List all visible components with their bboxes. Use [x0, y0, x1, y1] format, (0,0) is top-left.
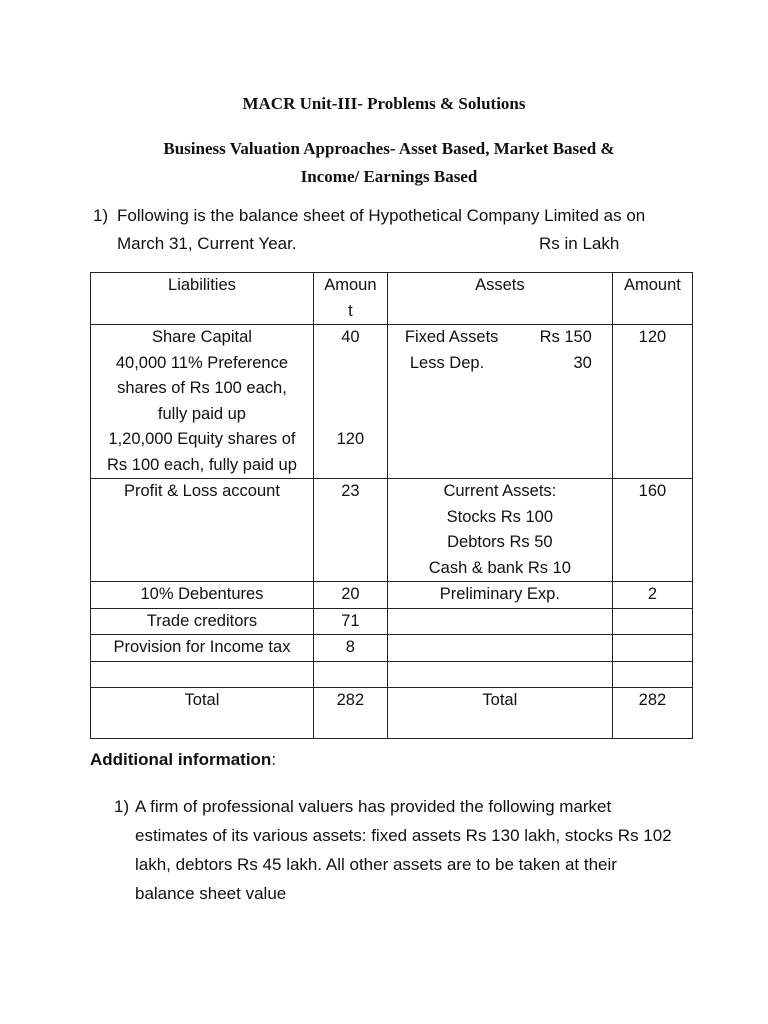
less-dep-value: 30 [573, 353, 592, 372]
additional-item-1 [116, 792, 676, 908]
total-label-right: Total [387, 687, 612, 738]
additional-info-heading [90, 750, 276, 770]
liab-creditors: Trade creditors [91, 608, 314, 635]
empty-cell [612, 608, 692, 635]
liab-debentures: 10% Debentures [91, 582, 314, 609]
fixed-assets-label: Fixed Assets [404, 328, 499, 346]
asset-preliminary: Preliminary Exp. [387, 582, 612, 609]
empty-cell [612, 635, 692, 662]
amt-preliminary: 2 [612, 582, 692, 609]
additional-info-colon: : [271, 750, 277, 769]
amt-profit-loss: 23 [313, 479, 387, 582]
liab-share-capital: Share Capital 40,000 11% Preference shares of Rs 100 each, fully paid up 1,20,000 Equity shares of Rs 100 each, fully paid up [91, 325, 314, 479]
question-unit: Rs in Lakh [539, 234, 620, 253]
doc-title: MACR Unit-III- Problems & Solutions [242, 94, 526, 113]
question-line-2: March 31, Current Year. [117, 234, 297, 253]
header-amount-left [313, 273, 387, 325]
question-line-1: Following is the balance sheet of Hypothetical Company Limited as on [117, 206, 646, 225]
amt-debentures: 20 [313, 582, 387, 609]
question-1 [93, 202, 703, 258]
total-label-left: Total [91, 687, 314, 738]
asset-fixed [387, 325, 612, 479]
table-row [91, 608, 693, 635]
empty-cell [387, 661, 612, 687]
balance-sheet-table [90, 272, 693, 739]
fixed-assets-value: Rs 150 [539, 328, 592, 346]
total-right: 282 [612, 687, 692, 738]
amt-creditors: 71 [313, 608, 387, 635]
amt-preference: 40 [341, 328, 360, 346]
empty-cell [387, 608, 612, 635]
less-dep-label: Less Dep. [409, 353, 485, 372]
asset-current: Current Assets: Stocks Rs 100 Debtors Rs 50 Cash & bank Rs 10 [387, 479, 612, 582]
total-row [91, 687, 693, 738]
subtitle-line-1: Business Valuation Approaches- Asset Based, Market Based & [163, 139, 615, 158]
table-row [91, 582, 693, 609]
additional-info-label: Additional information [90, 750, 272, 769]
amt-tax: 8 [313, 635, 387, 662]
header-liabilities: Liabilities [91, 273, 314, 325]
table-row [91, 661, 693, 687]
header-assets: Assets [387, 273, 612, 325]
header-amount-right: Amount [612, 273, 692, 325]
amt-current-assets: 160 [612, 479, 692, 582]
table-header-row [91, 273, 693, 325]
total-left: 282 [313, 687, 387, 738]
table-row [91, 479, 693, 582]
item-text: A firm of professional valuers has provided the following market estimates of its various assets: fixed assets Rs 130 lakh, stocks Rs 102 lakh, debtors Rs 45 lakh. All other assets are to be taken at their balance sheet value [135, 797, 672, 903]
liab-tax: Provision for Income tax [91, 635, 314, 662]
header-amount-left-text: Amoun t [324, 276, 377, 320]
empty-cell [387, 635, 612, 662]
amt-fixed-assets: 120 [612, 325, 692, 479]
amt-equity: 120 [336, 429, 365, 448]
doc-subtitle [100, 135, 678, 191]
empty-cell [91, 661, 314, 687]
empty-cell [313, 661, 387, 687]
empty-cell [612, 661, 692, 687]
item-number: 1) [114, 797, 130, 816]
table-row [91, 635, 693, 662]
subtitle-line-2: Income/ Earnings Based [300, 167, 478, 186]
question-number: 1) [93, 206, 109, 225]
amt-share-capital [313, 325, 387, 479]
table-row [91, 325, 693, 479]
liab-profit-loss: Profit & Loss account [91, 479, 314, 582]
